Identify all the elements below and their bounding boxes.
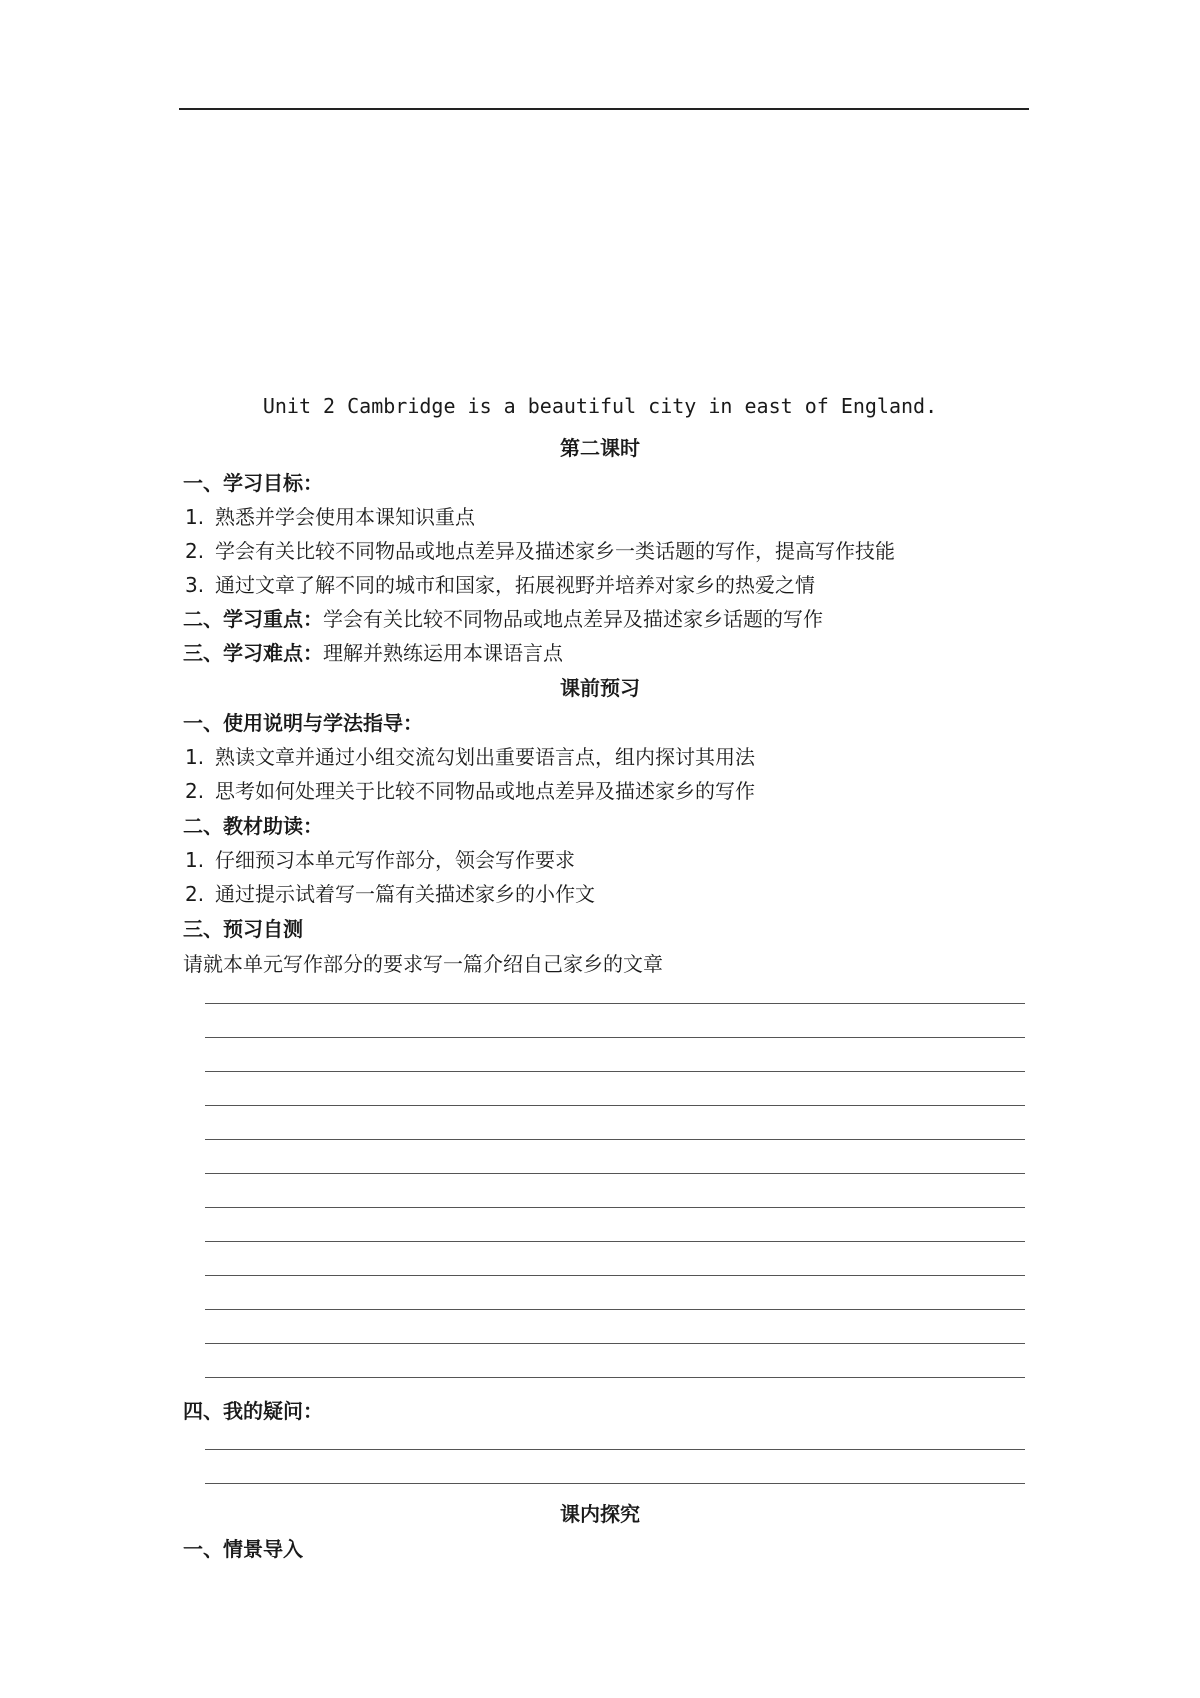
- item-number: 3.: [185, 573, 205, 597]
- writing-line[interactable]: [205, 1037, 1025, 1038]
- objective-item-2: [185, 535, 895, 564]
- writing-line[interactable]: [205, 1105, 1025, 1106]
- item-number: 2.: [185, 882, 205, 906]
- objective-item-3: [185, 569, 815, 598]
- instruction-item-1: [185, 741, 755, 770]
- guide-heading: 二、教材助读：: [183, 814, 323, 838]
- unit-title: Unit 2 Cambridge is a beautiful city in east of England.: [262, 394, 938, 418]
- key-point-text: 学会有关比较不同物品或地点差异及描述家乡话题的写作: [323, 607, 823, 631]
- item-text: 熟读文章并通过小组交流勾划出重要语言点，组内探讨其用法: [215, 745, 755, 769]
- self-test-prompt: 请就本单元写作部分的要求写一篇介绍自己家乡的文章: [183, 952, 663, 976]
- difficulty-text: 理解并熟练运用本课语言点: [323, 641, 563, 665]
- item-number: 1.: [185, 745, 205, 769]
- item-text: 思考如何处理关于比较不同物品或地点差异及描述家乡的写作: [215, 779, 755, 803]
- writing-line[interactable]: [205, 1071, 1025, 1072]
- questions-heading: 四、我的疑问：: [183, 1399, 323, 1423]
- item-text: 学会有关比较不同物品或地点差异及描述家乡一类话题的写作，提高写作技能: [215, 539, 895, 563]
- preview-heading: 课前预习: [560, 676, 640, 700]
- item-text: 通过提示试着写一篇有关描述家乡的小作文: [215, 882, 595, 906]
- key-point: [183, 603, 823, 632]
- writing-line[interactable]: [205, 1309, 1025, 1310]
- item-number: 2.: [185, 779, 205, 803]
- instruction-item-2: [185, 775, 755, 804]
- difficulty: [183, 637, 563, 666]
- writing-line[interactable]: [205, 1173, 1025, 1174]
- guide-item-1: [185, 844, 575, 873]
- header-rule: [179, 108, 1029, 110]
- writing-line[interactable]: [205, 1003, 1025, 1004]
- writing-line[interactable]: [205, 1241, 1025, 1242]
- question-line[interactable]: [205, 1449, 1025, 1450]
- item-number: 1.: [185, 505, 205, 529]
- writing-line[interactable]: [205, 1275, 1025, 1276]
- question-line[interactable]: [205, 1483, 1025, 1484]
- writing-line[interactable]: [205, 1139, 1025, 1140]
- instructions-heading: 一、使用说明与学法指导：: [183, 711, 423, 735]
- item-number: 2.: [185, 539, 205, 563]
- writing-line[interactable]: [205, 1377, 1025, 1378]
- key-point-label: 二、学习重点：: [183, 607, 323, 631]
- writing-line[interactable]: [205, 1207, 1025, 1208]
- writing-line[interactable]: [205, 1343, 1025, 1344]
- item-number: 1.: [185, 848, 205, 872]
- difficulty-label: 三、学习难点：: [183, 641, 323, 665]
- objective-item-1: [185, 501, 475, 530]
- guide-item-2: [185, 878, 595, 907]
- item-text: 仔细预习本单元写作部分，领会写作要求: [215, 848, 575, 872]
- self-test-heading: 三、预习自测: [183, 917, 303, 941]
- lesson-label: 第二课时: [560, 436, 640, 460]
- in-class-heading: 课内探究: [560, 1502, 640, 1526]
- item-text: 熟悉并学会使用本课知识重点: [215, 505, 475, 529]
- intro-heading: 一、情景导入: [183, 1537, 303, 1561]
- objectives-heading: 一、学习目标：: [183, 471, 323, 495]
- item-text: 通过文章了解不同的城市和国家，拓展视野并培养对家乡的热爱之情: [215, 573, 815, 597]
